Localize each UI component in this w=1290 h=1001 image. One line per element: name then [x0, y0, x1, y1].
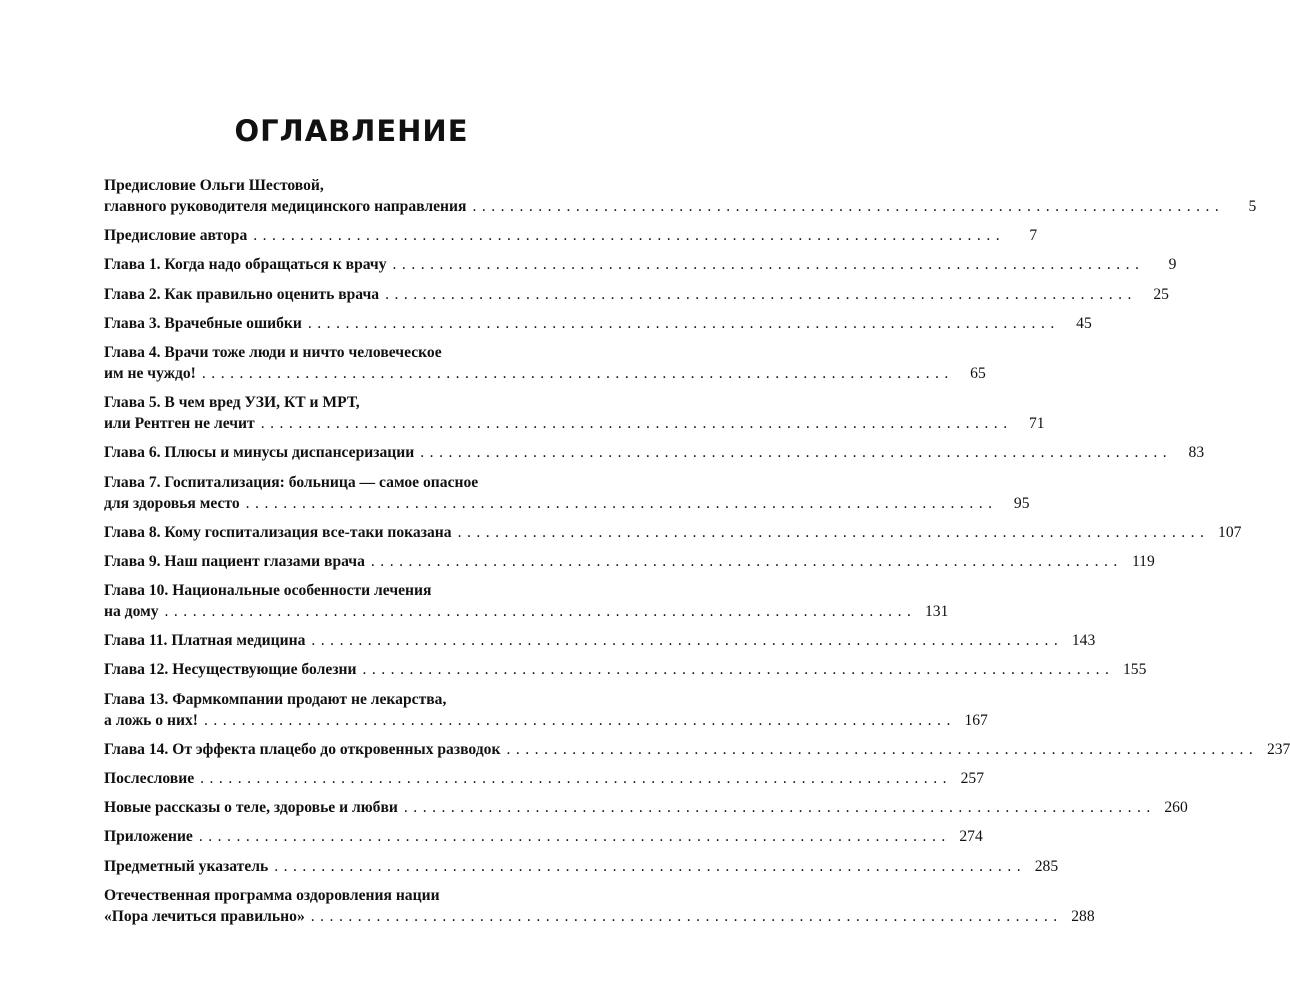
dot-leader: ................................................................................	[370, 552, 1123, 570]
toc-entry-last-line	[104, 710, 988, 731]
toc-page-number: 83	[1188, 444, 1205, 462]
toc-entry	[104, 580, 949, 622]
toc-entry-last-line	[104, 906, 1095, 927]
toc-entry-last-line	[104, 768, 984, 789]
dot-leader: ................................................................................	[472, 198, 1225, 215]
toc-entry	[104, 522, 1242, 543]
dot-leader: ................................................................................	[200, 770, 952, 787]
toc-entry-title: или Рентген не лечит	[104, 415, 255, 433]
dot-leader: ................................................................................	[311, 632, 1064, 650]
table-of-contents	[104, 175, 1290, 935]
toc-entry-last-line	[104, 659, 1147, 680]
toc-entry-title: Новые рассказы о теле, здоровье и любви	[104, 799, 398, 817]
toc-entry-last-line	[104, 630, 1096, 651]
toc-entry-title: на дому	[104, 603, 159, 621]
toc-entry-title-line: Глава 13. Фармкомпании продают не лекарства,	[104, 690, 447, 708]
toc-page-number: 131	[924, 603, 949, 621]
toc-entry-last-line	[104, 797, 1188, 818]
toc-entry-title: Глава 14. От эффекта плацебо до откровенных разводок	[104, 740, 501, 758]
toc-entry-last-line	[104, 442, 1205, 463]
toc-entry	[104, 254, 1177, 275]
dot-leader: ................................................................................	[457, 523, 1210, 541]
toc-page-number: 237	[1266, 740, 1290, 758]
toc-entry-title: Глава 2. Как правильно оценить врача	[104, 285, 380, 303]
toc-page-number: 274	[959, 828, 983, 846]
toc-entry-title: Приложение	[104, 828, 193, 846]
dot-leader: ................................................................................	[198, 828, 951, 846]
dot-leader: ................................................................................	[253, 227, 1006, 245]
toc-page-number: 167	[964, 711, 988, 729]
dot-leader: ................................................................................	[310, 907, 1063, 925]
toc-entry	[104, 551, 1155, 572]
toc-entry-title: Глава 3. Врачебные ошибки	[104, 314, 302, 332]
toc-entry	[104, 392, 1045, 434]
toc-page-number: 45	[1076, 314, 1092, 332]
toc-entry-title: «Пора лечиться правильно»	[104, 907, 305, 925]
toc-entry-last-line	[104, 284, 1169, 305]
toc-entry	[104, 797, 1188, 818]
toc-page-number: 65	[970, 364, 986, 382]
toc-entry-title: Глава 9. Наш пациент глазами врача	[104, 552, 365, 570]
dot-leader: ................................................................................	[362, 661, 1115, 679]
toc-page-number: 288	[1071, 907, 1095, 925]
toc-entry	[104, 225, 1038, 246]
toc-page-number: 9	[1168, 256, 1177, 274]
toc-entry	[104, 472, 1030, 514]
toc-entry-title: Предметный указатель	[104, 857, 269, 875]
toc-entry-title: для здоровья место	[104, 494, 240, 512]
toc-entry-title: главного руководителя медицинского направления	[104, 198, 467, 215]
toc-page-number: 7	[1029, 227, 1038, 245]
toc-entry-title-line: Глава 10. Национальные особенности лечения	[104, 582, 432, 600]
toc-entry	[104, 856, 1059, 877]
toc-entry-last-line	[104, 551, 1155, 572]
toc-page-number: 143	[1071, 632, 1096, 650]
toc-entry-last-line	[104, 493, 1030, 514]
dot-leader: ................................................................................	[403, 799, 1156, 817]
toc-page-number: 95	[1013, 494, 1030, 512]
toc-entry-last-line	[104, 363, 986, 384]
dot-leader: ................................................................................	[392, 256, 1145, 274]
toc-entry-last-line	[104, 313, 1092, 334]
toc-entry-last-line	[104, 522, 1242, 543]
toc-entry-title: Глава 6. Плюсы и минусы диспансеризации	[104, 444, 415, 462]
toc-page-number: 5	[1248, 198, 1257, 215]
toc-entry-last-line	[104, 196, 1257, 217]
toc-page-number: 71	[1029, 415, 1045, 433]
toc-entry-last-line	[104, 413, 1045, 434]
toc-entry	[104, 689, 988, 731]
toc-entry-last-line	[104, 225, 1038, 246]
toc-entry	[104, 885, 1095, 927]
toc-page-number: 107	[1218, 523, 1242, 541]
toc-entry	[104, 313, 1092, 334]
dot-leader: ................................................................................	[260, 415, 1013, 433]
toc-entry-title-line: Предисловие Ольги Шестовой,	[104, 177, 324, 194]
toc-entry	[104, 826, 983, 847]
toc-entry-last-line	[104, 601, 949, 622]
dot-leader: ................................................................................	[201, 364, 954, 382]
toc-entry-title: им не чуждо!	[104, 364, 196, 382]
toc-entry	[104, 630, 1096, 651]
dot-leader: ................................................................................	[274, 857, 1027, 875]
toc-page-number: 119	[1131, 552, 1155, 570]
toc-page-number: 285	[1034, 857, 1059, 875]
toc-entry	[104, 284, 1169, 305]
dot-leader: ................................................................................	[307, 314, 1060, 332]
toc-entry-last-line	[104, 739, 1290, 760]
toc-entry-title-line: Глава 5. В чем вред УЗИ, КТ и МРТ,	[104, 394, 360, 412]
toc-entry-title: Предисловие автора	[104, 227, 248, 245]
toc-entry	[104, 739, 1290, 760]
toc-entry-last-line	[104, 826, 983, 847]
toc-page-number: 257	[960, 770, 984, 787]
dot-leader: ................................................................................	[164, 603, 917, 621]
toc-entry-title-line: Отечественная программа оздоровления нации	[104, 886, 440, 904]
toc-entry-title: Глава 11. Платная медицина	[104, 632, 306, 650]
dot-leader: ................................................................................	[245, 494, 998, 512]
toc-entry-title: Глава 1. Когда надо обращаться к врачу	[104, 256, 387, 274]
dot-leader: ................................................................................	[420, 444, 1173, 462]
toc-entry-title-line: Глава 7. Госпитализация: больница — самое опасное	[104, 473, 479, 491]
toc-page-number: 155	[1122, 661, 1147, 679]
toc-entry	[104, 442, 1205, 463]
toc-entry-title: а ложь о них!	[104, 711, 198, 729]
page-title: ОГЛАВЛЕНИЕ	[234, 114, 469, 148]
toc-entry	[104, 659, 1147, 680]
toc-entry	[104, 175, 1257, 217]
dot-leader: ................................................................................	[506, 740, 1259, 758]
toc-entry-title: Глава 12. Несуществующие болезни	[104, 661, 357, 679]
toc-entry-title: Послесловие	[104, 770, 195, 787]
toc-entry-last-line	[104, 856, 1059, 877]
toc-entry	[104, 342, 986, 384]
toc-page-number: 25	[1153, 285, 1169, 303]
toc-entry-last-line	[104, 254, 1177, 275]
dot-leader: ................................................................................	[385, 285, 1137, 303]
dot-leader: ................................................................................	[203, 711, 956, 729]
toc-page-number: 260	[1164, 799, 1188, 817]
toc-entry-title-line: Глава 4. Врачи тоже люди и ничто человеческое	[104, 343, 442, 361]
toc-entry-title: Глава 8. Кому госпитализация все-таки показана	[104, 523, 452, 541]
toc-entry	[104, 768, 984, 789]
